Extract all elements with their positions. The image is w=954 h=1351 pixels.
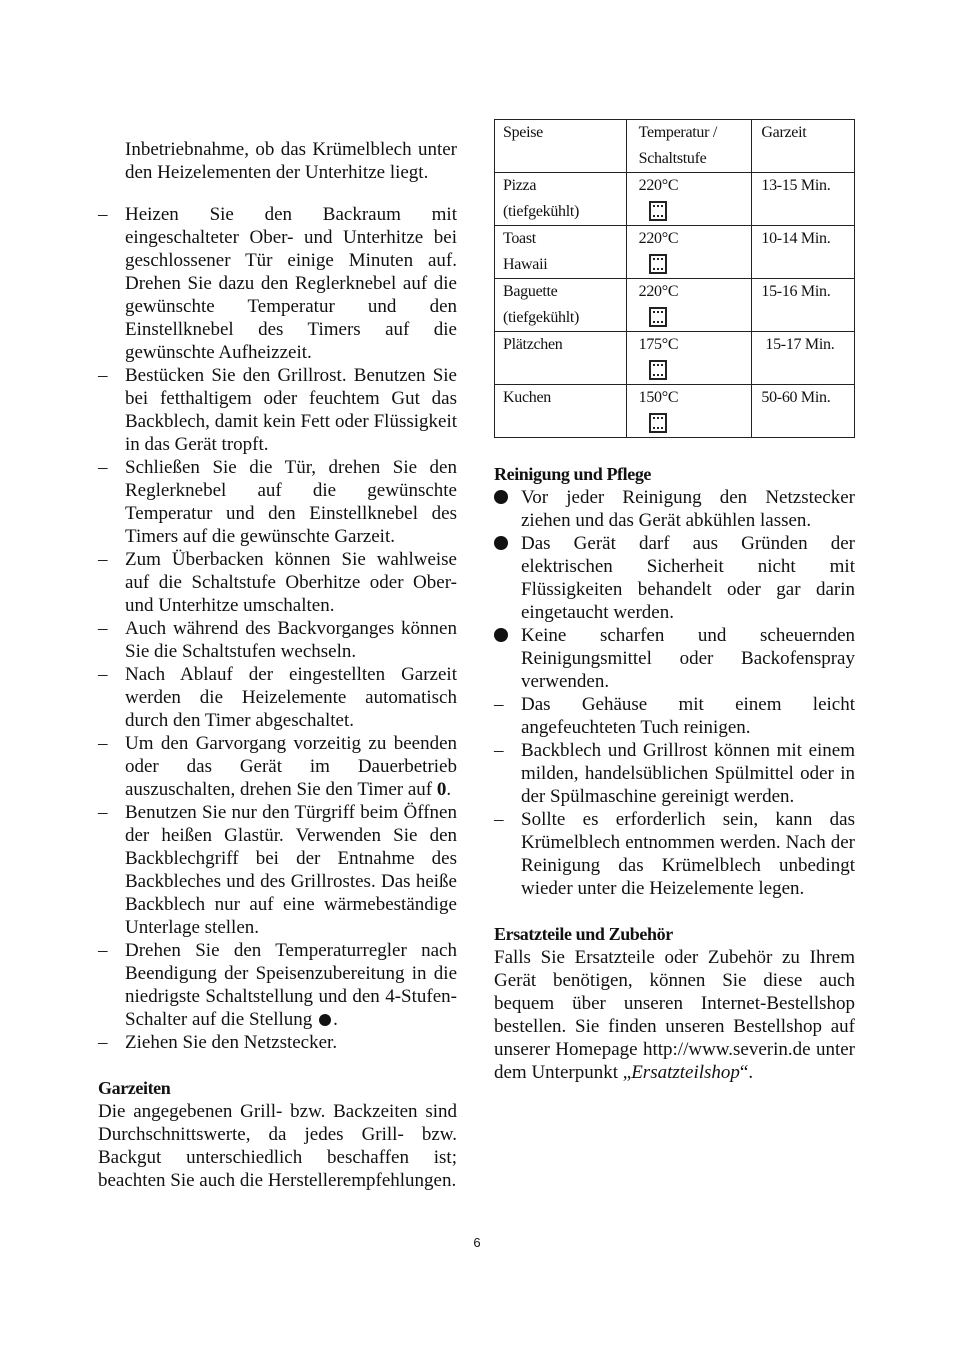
table-header-row — [495, 120, 855, 173]
list-item: – Backblech und Grillrost können mit einem milden, handelsüblichen Spülmittel oder in der Spülmaschine gereinigt werden. — [494, 740, 855, 807]
garzeiten-heading: Garzeiten — [98, 1078, 171, 1098]
list-item: – Nach Ablauf der eingestellten Garzeit werden die Heizelemente automatisch durch den Timer abgeschaltet. — [98, 664, 457, 731]
list-item: Das Gerät darf aus Gründen der elektrischen Sicherheit nicht mit Flüssigkeiten behandelt oder gar darin eingetaucht werden. — [494, 532, 855, 624]
list-item: – Das Gehäuse mit einem leicht angefeuchteten Tuch reinigen. — [494, 694, 855, 738]
list-item: Vor jeder Reinigung den Netzstecker ziehen und das Gerät abkühlen lassen. — [494, 486, 855, 532]
list-item: – Um den Garvorgang vorzeitig zu beenden oder das Gerät im Dauerbetrieb auszuschalten, drehen Sie den Timer auf 0. — [98, 733, 457, 800]
garzeiten-text: Die angegebenen Grill- bzw. Backzeiten sind Durchschnittswerte, da jedes Grill- bzw. Backgut unterschiedlich beschaffen ist; beachten Sie auch die Herstellerempfehlungen. — [98, 1101, 457, 1191]
ersatzteilshop-link: Ersatzteilshop — [631, 1062, 740, 1083]
list-item: – Drehen Sie den Temperaturregler nach Beendigung der Speisenzubereitung in die niedrigste Schaltstellung und den 4-Stufen-Schalter auf die Stellung . — [98, 940, 457, 1030]
header-garzeit: Garzeit — [752, 120, 855, 173]
list-item: – Bestücken Sie den Grillrost. Benutzen Sie bei fetthaltigem oder feuchtem Gut das Backblech, damit kein Fett oder Flüssigkeit in das Gerät tropft. — [98, 365, 457, 455]
list-item: – Heizen Sie den Backraum mit eingeschalteter Ober- und Unterhitze bei geschlossener Tür einige Minuten auf. Drehen Sie dazu den Reglerknebel auf die gewünschte Temperatur und den Einstellknebel des Timers auf die gewünschte Aufheizzeit. — [98, 204, 457, 363]
oven-top-bottom-heat-icon — [649, 254, 667, 274]
right-column — [494, 119, 855, 1084]
oven-top-bottom-heat-icon — [649, 360, 667, 380]
intro-text: Inbetriebnahme, ob das Krümelblech unter den Heizelementen der Unterhitze liegt. — [125, 139, 457, 183]
list-item: – Schließen Sie die Tür, drehen Sie den Reglerknebel auf die gewünschte Temperatur und den Einstellknebel des Timers auf die gewünschte Garzeit. — [98, 457, 457, 547]
table-row: Plätzchen 175°C 15-17 Min. — [495, 332, 855, 385]
left-column — [98, 119, 457, 1192]
list-item: – Zum Überbacken können Sie wahlweise auf die Schaltstufe Oberhitze oder Ober- und Unterhitze umschalten. — [98, 549, 457, 616]
list-item: – Ziehen Sie den Netzstecker. — [98, 1032, 338, 1053]
list-item: Keine scharfen und scheuernden Reinigungsmittel oder Backofenspray verwenden. — [494, 624, 855, 693]
oven-top-bottom-heat-icon — [649, 307, 667, 327]
table-row: Kuchen 150°C 50-60 Min. — [495, 385, 855, 438]
oven-top-bottom-heat-icon — [649, 201, 667, 221]
table-row: Toast Hawaii 220°C 10-14 Min. — [495, 226, 855, 279]
list-item: – Auch während des Backvorganges können Sie die Schaltstufen wechseln. — [98, 618, 457, 662]
timer-zero: 0 — [436, 779, 447, 800]
table-row: Pizza (tiefgekühlt) 220°C 13-15 Min. — [495, 173, 855, 226]
header-speise: Speise — [495, 120, 627, 173]
list-item: – Sollte es erforderlich sein, kann das Krümelblech entnommen werden. Nach der Reinigung das Krümelblech unbedingt wieder unter die Heizelemente legen. — [494, 809, 855, 899]
bullet-icon — [494, 490, 508, 504]
ersatzteile-text: Falls Sie Ersatzteile oder Zubehör zu Ihrem Gerät benötigen, können Sie diese auch bequem über unseren Internet-Bestellshop bestellen. Sie finden unseren Bestellshop auf unserer Homepage http://www.severin.de unter dem Unterpunkt „Ersatzteilshop“. — [494, 947, 855, 1083]
oven-top-bottom-heat-icon — [649, 413, 667, 433]
list-item: – Benutzen Sie nur den Türgriff beim Öffnen der heißen Glastür. Verwenden Sie den Backblechgriff bei der Entnahme des Backbleches und des Grillrostes. Das heiße Backblech nur auf eine wärmebeständige Unterlage stellen. — [98, 802, 457, 938]
cooking-times-table — [494, 119, 855, 438]
reinigung-heading: Reinigung und Pflege — [494, 464, 652, 484]
header-temperatur: Temperatur / Schaltstufe — [626, 120, 752, 173]
bullet-icon — [494, 536, 508, 550]
off-position-dot-icon — [319, 1014, 331, 1026]
ersatzteile-heading: Ersatzteile und Zubehör — [494, 924, 673, 944]
table-row: Baguette (tiefgekühlt) 220°C 15-16 Min. — [495, 279, 855, 332]
page-number: 6 — [473, 1235, 481, 1250]
bullet-icon — [494, 628, 508, 642]
